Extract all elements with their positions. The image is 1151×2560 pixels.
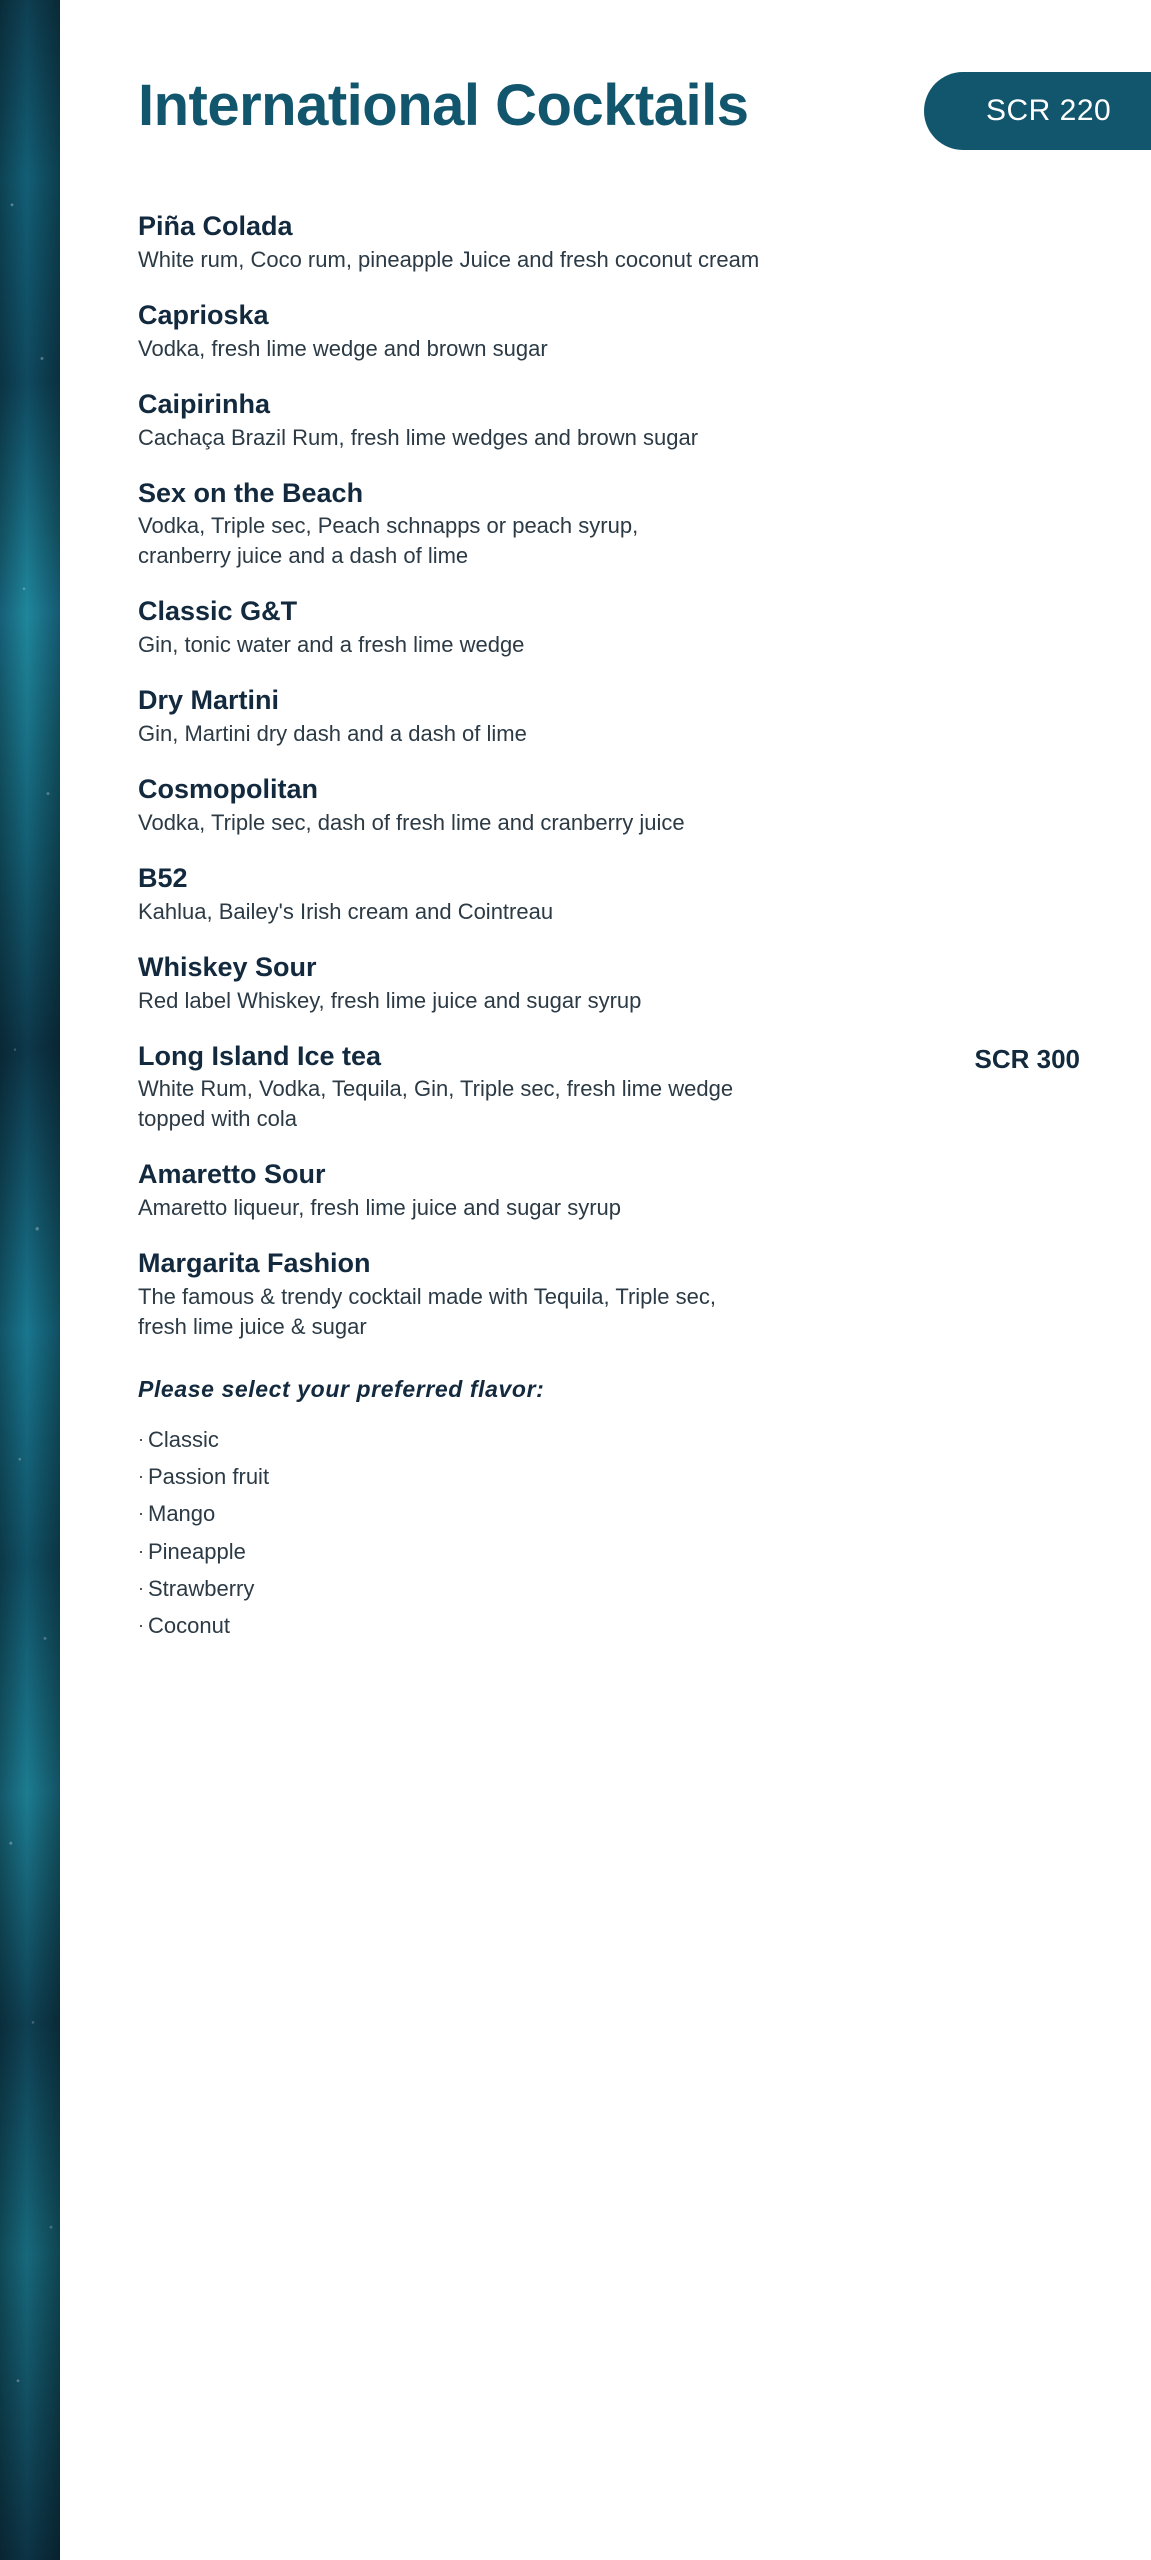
menu-item-description: Gin, tonic water and a fresh lime wedge bbox=[138, 632, 525, 658]
menu-item bbox=[138, 951, 1098, 1016]
menu-item-name: Cosmopolitan bbox=[138, 773, 318, 804]
menu-item-description: Cachaça Brazil Rum, fresh lime wedges and brown sugar bbox=[138, 424, 699, 450]
menu-item-name: Classic G&T bbox=[138, 596, 298, 627]
menu-item-description: The famous & trendy cocktail made with Tequila, Triple sec, fresh lime juice & sugar bbox=[138, 1284, 716, 1339]
flavor-option[interactable] bbox=[138, 1458, 1098, 1495]
flavor-selection-section bbox=[138, 1376, 1098, 1645]
header-price-badge-label: SCR 220 bbox=[986, 94, 1112, 127]
flavor-option-label: Strawberry bbox=[148, 1576, 255, 1602]
menu-item-name: Caprioska bbox=[138, 299, 269, 330]
menu-item-name: Sex on the Beach bbox=[138, 477, 364, 508]
menu-item bbox=[138, 684, 1098, 749]
menu-item bbox=[138, 1040, 1098, 1135]
bullet-icon: · bbox=[138, 1428, 144, 1449]
bullet-icon: · bbox=[138, 1540, 144, 1561]
menu-item-name: Caipirinha bbox=[138, 388, 271, 419]
menu-item-name: Margarita Fashion bbox=[138, 1248, 371, 1279]
cocktail-list bbox=[138, 210, 1098, 1645]
page-title: International Cocktails bbox=[138, 73, 749, 138]
menu-item bbox=[138, 210, 1098, 275]
decorative-left-band-sheen bbox=[0, 0, 60, 2560]
menu-item-name: Dry Martini bbox=[138, 685, 280, 716]
menu-item-name: Piña Colada bbox=[138, 211, 293, 241]
menu-item-description: Vodka, Triple sec, dash of fresh lime and cranberry juice bbox=[138, 809, 685, 835]
menu-item-description: Vodka, Triple sec, Peach schnapps or peach syrup, cranberry juice and a dash of lime bbox=[138, 513, 639, 569]
menu-item-description: White Rum, Vodka, Tequila, Gin, Triple sec, fresh lime wedge topped with cola bbox=[138, 1076, 734, 1132]
header-price-badge bbox=[924, 72, 1151, 150]
flavor-option-label: Coconut bbox=[148, 1613, 230, 1639]
menu-item bbox=[138, 773, 1098, 838]
menu-item bbox=[138, 1247, 1098, 1342]
flavor-option[interactable] bbox=[138, 1533, 1098, 1570]
flavor-option-label: Pineapple bbox=[148, 1538, 246, 1564]
flavor-option[interactable] bbox=[138, 1570, 1098, 1607]
menu-item bbox=[138, 595, 1098, 660]
menu-item bbox=[138, 299, 1098, 364]
menu-item-description: Vodka, fresh lime wedge and brown sugar bbox=[138, 335, 548, 361]
flavor-option-label: Passion fruit bbox=[148, 1464, 270, 1490]
flavor-selection-prompt: Please select your preferred flavor: bbox=[138, 1375, 545, 1402]
flavor-option[interactable] bbox=[138, 1607, 1098, 1644]
menu-item-description: Amaretto liqueur, fresh lime juice and sugar syrup bbox=[138, 1195, 622, 1221]
flavor-option[interactable] bbox=[138, 1421, 1098, 1458]
menu-item bbox=[138, 862, 1098, 927]
bullet-icon: · bbox=[138, 1503, 144, 1524]
menu-item-name: Long Island Ice tea bbox=[138, 1040, 382, 1071]
page-margin bbox=[60, 0, 96, 2560]
menu-item bbox=[138, 477, 1098, 572]
menu-item-description: Red label Whiskey, fresh lime juice and sugar syrup bbox=[138, 987, 642, 1013]
menu-item-price: SCR 300 bbox=[974, 1043, 1080, 1074]
decorative-left-band bbox=[0, 0, 60, 2560]
menu-item-name: Whiskey Sour bbox=[138, 951, 317, 982]
menu-item-name: Amaretto Sour bbox=[138, 1159, 326, 1190]
menu-item bbox=[138, 388, 1098, 453]
menu-item-description: Kahlua, Bailey's Irish cream and Cointreau bbox=[138, 898, 554, 924]
menu-item-name: B52 bbox=[138, 862, 188, 893]
menu-item-description: Gin, Martini dry dash and a dash of lime bbox=[138, 721, 527, 747]
menu-header bbox=[96, 60, 1151, 180]
bullet-icon: · bbox=[138, 1466, 144, 1487]
bullet-icon: · bbox=[138, 1615, 144, 1636]
bullet-icon: · bbox=[138, 1578, 144, 1599]
flavor-option-label: Mango bbox=[148, 1501, 216, 1527]
menu-item-description: White rum, Coco rum, pineapple Juice and fresh coconut cream bbox=[138, 246, 760, 272]
flavor-option-label: Classic bbox=[148, 1426, 219, 1452]
flavor-option[interactable] bbox=[138, 1495, 1098, 1532]
menu-item bbox=[138, 1158, 1098, 1223]
